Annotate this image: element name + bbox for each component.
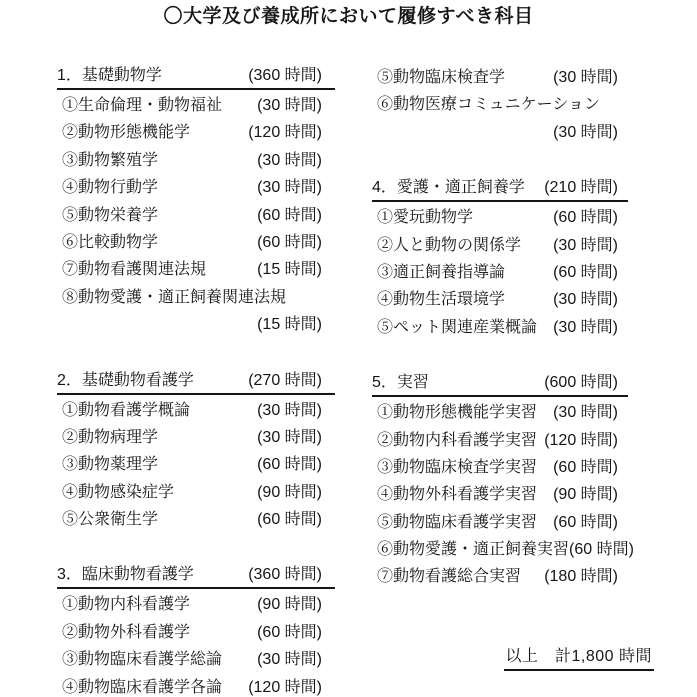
subject-name: ①動物形態機能学実習 (377, 404, 538, 422)
subject-row (57, 284, 335, 311)
subject-name: ⑧動物愛護・適正飼養関連法規 (62, 288, 287, 306)
section-label: 3．臨床動物看護学 (57, 566, 194, 584)
subject-name: ⑥比較動物学 (62, 233, 159, 251)
subject-name: ②動物内科看護学実習 (377, 431, 538, 449)
subject-name: ③動物薬理学 (62, 456, 159, 474)
subject-row (57, 591, 335, 618)
subject-row (57, 646, 335, 673)
section-label: 1．基礎動物学 (57, 67, 162, 84)
subject-row (57, 424, 335, 451)
left-column (57, 64, 335, 697)
subject-hours: (30 時間) (257, 151, 322, 169)
subject-hours: (60 時間) (257, 511, 322, 529)
section-1 (57, 64, 335, 339)
subject-name: ②動物病理学 (62, 428, 159, 446)
subject-name: ⑤動物臨床検査学 (377, 69, 506, 86)
subject-row (57, 619, 335, 646)
subject-hours: (60 時間) (569, 541, 634, 559)
section-hours: (360 時間) (248, 566, 322, 584)
subject-hours: (120 時間) (248, 124, 322, 142)
subject-name: ③適正飼養指導論 (377, 263, 506, 281)
subject-hours: (30 時間) (553, 291, 618, 309)
subject-row (57, 256, 335, 283)
subject-hours: (60 時間) (257, 623, 322, 641)
subject-name: ①動物内科看護学 (62, 596, 191, 614)
subject-row (372, 454, 628, 481)
section-heading (372, 176, 628, 202)
subject-hours: (30 時間) (257, 97, 322, 114)
subject-row (57, 397, 335, 424)
total-hours-line: 以上 計1,800 時間 (504, 648, 655, 671)
section-heading (57, 64, 335, 90)
subject-hours: (90 時間) (257, 596, 322, 614)
section-5 (372, 371, 634, 591)
subject-hours: (60 時間) (553, 458, 618, 476)
subject-hours: (60 時間) (257, 233, 322, 251)
subject-hours: (60 時間) (553, 263, 618, 281)
subject-hours: (60 時間) (553, 209, 618, 227)
subject-name: ④動物行動学 (62, 179, 159, 197)
subject-name: ①愛玩動物学 (377, 209, 474, 227)
right-column (372, 64, 652, 671)
subject-name: ④動物感染症学 (62, 483, 175, 501)
subject-name: ⑤動物臨床看護学実習 (377, 513, 538, 531)
subject-hours: (120 時間) (248, 678, 322, 696)
subject-hours: (30 時間) (257, 401, 322, 419)
subject-row-wrapped-hours (57, 311, 335, 338)
subject-name: ②人と動物の関係学 (377, 236, 522, 254)
subject-name: ⑦動物看護総合実習 (377, 568, 522, 586)
section-heading (57, 369, 335, 395)
subject-name: ⑤ペット関連産業概論 (377, 318, 538, 336)
subject-name: ⑦動物看護関連法規 (62, 261, 207, 279)
subject-row (372, 259, 628, 286)
subject-row (372, 232, 628, 259)
subject-name: ④動物臨床看護学各論 (62, 678, 223, 696)
subject-row (372, 481, 628, 508)
subject-name: ③動物臨床看護学総論 (62, 651, 223, 669)
subject-row (57, 506, 335, 533)
subject-hours: (120 時間) (544, 431, 618, 449)
subject-row (372, 64, 628, 91)
subject-name: ⑥動物医療コミュニケーション (377, 96, 601, 114)
section-heading (57, 563, 335, 589)
subject-row (57, 229, 335, 256)
subject-row (372, 204, 628, 231)
subject-row (57, 479, 335, 506)
subject-hours: (90 時間) (553, 486, 618, 504)
subject-hours: (15 時間) (257, 316, 322, 334)
subject-hours: (180 時間) (544, 568, 618, 586)
document-title: 〇大学及び養成所において履修すべき科目 (163, 6, 534, 27)
section-3 (57, 563, 335, 697)
subject-name: ⑤動物栄養学 (62, 206, 159, 224)
subject-hours: (60 時間) (553, 513, 618, 531)
subject-name: ①動物看護学概論 (62, 401, 191, 419)
subject-row (372, 427, 628, 454)
subject-row (372, 286, 628, 313)
subject-name: ③動物繁殖学 (62, 151, 159, 169)
subject-row (57, 674, 335, 697)
subject-row (57, 119, 335, 146)
section-2 (57, 369, 335, 534)
subject-hours: (60 時間) (257, 206, 322, 224)
subject-row-wrapped-hours (372, 119, 628, 146)
subject-name: ②動物形態機能学 (62, 124, 191, 142)
subject-name: ④動物外科看護学実習 (377, 486, 538, 504)
subject-row (57, 202, 335, 229)
subject-row (372, 509, 628, 536)
section-label: 5．実習 (372, 374, 429, 392)
subject-hours: (30 時間) (553, 236, 618, 254)
subject-hours: (30 時間) (257, 651, 322, 669)
subject-row (57, 451, 335, 478)
subject-row (57, 147, 335, 174)
section-hours: (600 時間) (544, 374, 618, 392)
section-heading (372, 371, 628, 397)
subject-row (372, 563, 628, 590)
subject-hours: (30 時間) (553, 404, 618, 422)
section-hours: (360 時間) (248, 67, 322, 84)
section-hours: (270 時間) (248, 371, 322, 389)
subject-hours: (30 時間) (553, 318, 618, 336)
subject-hours: (90 時間) (257, 483, 322, 501)
subject-hours: (60 時間) (257, 456, 322, 474)
subject-name: ②動物外科看護学 (62, 623, 191, 641)
subject-name: ③動物臨床検査学実習 (377, 458, 538, 476)
section-4 (372, 176, 628, 341)
total-row (372, 647, 652, 671)
section-label: 2．基礎動物看護学 (57, 371, 194, 389)
section-label: 4．愛護・適正飼養学 (372, 179, 525, 197)
subject-name: ①生命倫理・動物福祉 (62, 97, 223, 114)
subject-row (57, 174, 335, 201)
subject-name: ⑥動物愛護・適正飼養実習 (377, 541, 570, 559)
subject-hours: (30 時間) (553, 69, 618, 86)
subject-row (57, 92, 335, 119)
subject-hours: (30 時間) (257, 428, 322, 446)
subject-row (372, 536, 634, 563)
subject-hours: (30 時間) (257, 179, 322, 197)
subject-hours: (30 時間) (553, 123, 618, 141)
subject-row (372, 91, 628, 118)
subject-row (372, 399, 628, 426)
subject-name: ⑤公衆衛生学 (62, 511, 159, 529)
section-hours: (210 時間) (544, 179, 618, 197)
subject-row (372, 314, 628, 341)
subject-name: ④動物生活環境学 (377, 291, 506, 309)
subject-hours: (15 時間) (257, 261, 322, 279)
